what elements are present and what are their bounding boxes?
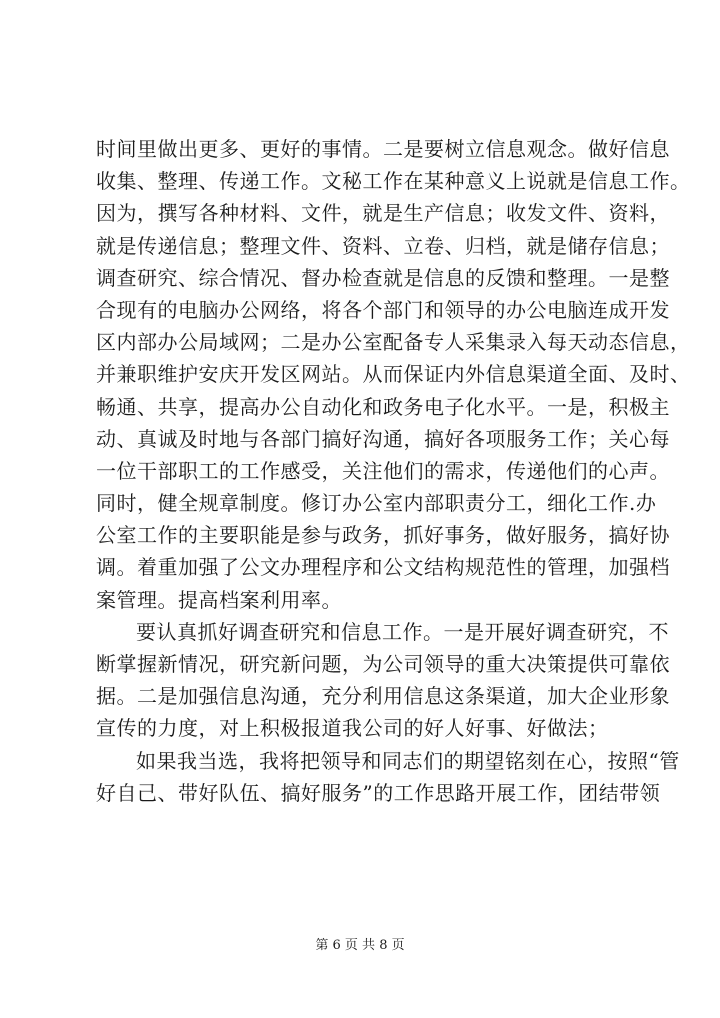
paragraph-first-line: 如果我当选，我将把领导和同志们的期望铭刻在心，按照“管 xyxy=(136,748,680,773)
text-line: 区内部办公局域网；二是办公室配备专人采集录入每天动态信息， xyxy=(96,330,691,355)
text-line: 断掌握新情况，研究新问题，为公司领导的重大决策提供可靠依 xyxy=(96,652,670,676)
body-text xyxy=(96,133,691,809)
text-line: 时间里做出更多、更好的事情。二是要树立信息观念。做好信息 xyxy=(96,137,670,161)
text-line: 合现有的电脑办公网络，将各个部门和领导的办公电脑连成开发 xyxy=(96,297,670,322)
text-line: 调查研究、综合情况、督办检查就是信息的反馈和整理。一是整 xyxy=(96,265,670,290)
paragraph-first-line: 要认真抓好调查研究和信息工作。一是开展好调查研究，不 xyxy=(136,619,669,644)
text-line: 据。二是加强信息沟通，充分利用信息这条渠道，加大企业形象 xyxy=(96,684,670,709)
text-line: 同时，健全规章制度。修订办公室内部职责分工，细化工作.办 xyxy=(96,491,657,516)
page-number-footer: 第 6 页 共 8 页 xyxy=(315,938,405,953)
text-line: 就是传递信息；整理文件、资料、立卷、归档，就是储存信息； xyxy=(96,233,670,258)
text-line: 一位干部职工的工作感受，关注他们的需求，传递他们的心声。 xyxy=(96,458,670,483)
text-line: 畅通、共享，提高办公自动化和政务电子化水平。一是，积极主 xyxy=(96,394,670,419)
text-line: 因为，撰写各种材料、文件，就是生产信息；收发文件、资料， xyxy=(96,201,670,226)
text-line: 收集、整理、传递工作。文秘工作在某种意义上说就是信息工作。 xyxy=(96,169,691,194)
text-line: 公室工作的主要职能是参与政务，抓好事务，做好服务，搞好协 xyxy=(96,523,670,548)
text-line: 宣传的力度，对上积极报道我公司的好人好事、好做法； xyxy=(96,716,609,741)
text-line: 并兼职维护安庆开发区网站。从而保证内外信息渠道全面、及时、 xyxy=(96,362,691,387)
text-line: 案管理。提高档案利用率。 xyxy=(96,587,342,612)
text-line: 好自己、带好队伍、搞好服务”的工作思路开展工作，团结带领 xyxy=(96,780,661,805)
text-line: 动、真诚及时地与各部门搞好沟通，搞好各项服务工作；关心每 xyxy=(96,426,670,451)
text-line: 调。着重加强了公文办理程序和公文结构规范性的管理，加强档 xyxy=(96,555,670,580)
